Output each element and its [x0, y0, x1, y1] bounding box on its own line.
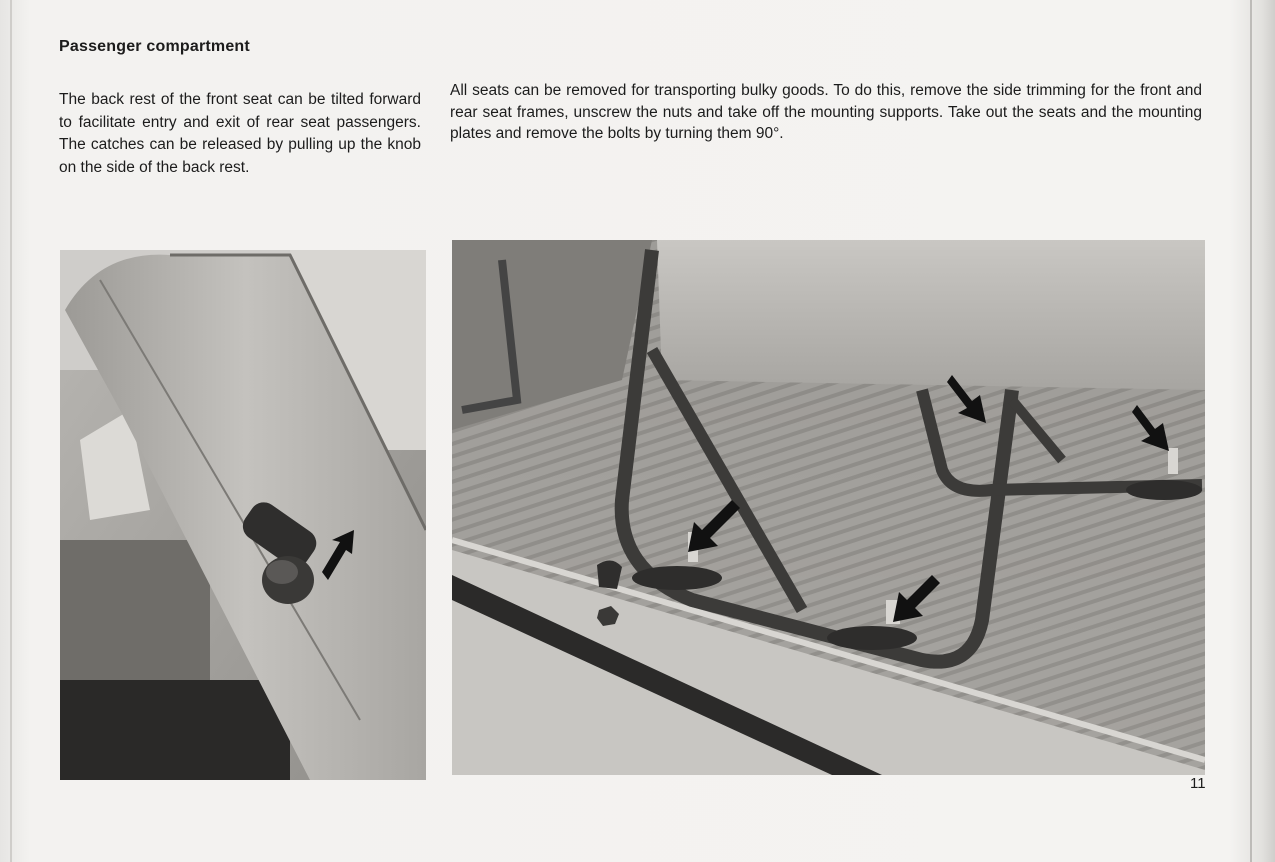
page-binding-right	[1250, 0, 1252, 862]
seat-tilt-paragraph: The back rest of the front seat can be tilted forward to facilitate entry and exit of rear seat passengers. The catches can be released by pulling up the knob on the side of the back rest.	[59, 91, 421, 176]
seat-removal-paragraph: All seats can be removed for transporting bulky goods. To do this, remove the side trimming for the front and rear seat frames, unscrew the nuts and take off the mounting supports. Take out the seats and the mounting plates and remove the bolts by turning them 90°.	[450, 82, 1202, 142]
page-number: 11	[1190, 775, 1206, 792]
seat-backrest-photo	[60, 250, 426, 780]
section-title: Passenger compartment	[59, 38, 250, 55]
page-binding-left	[10, 0, 12, 862]
seat-frame-mounting-photo	[452, 240, 1205, 775]
